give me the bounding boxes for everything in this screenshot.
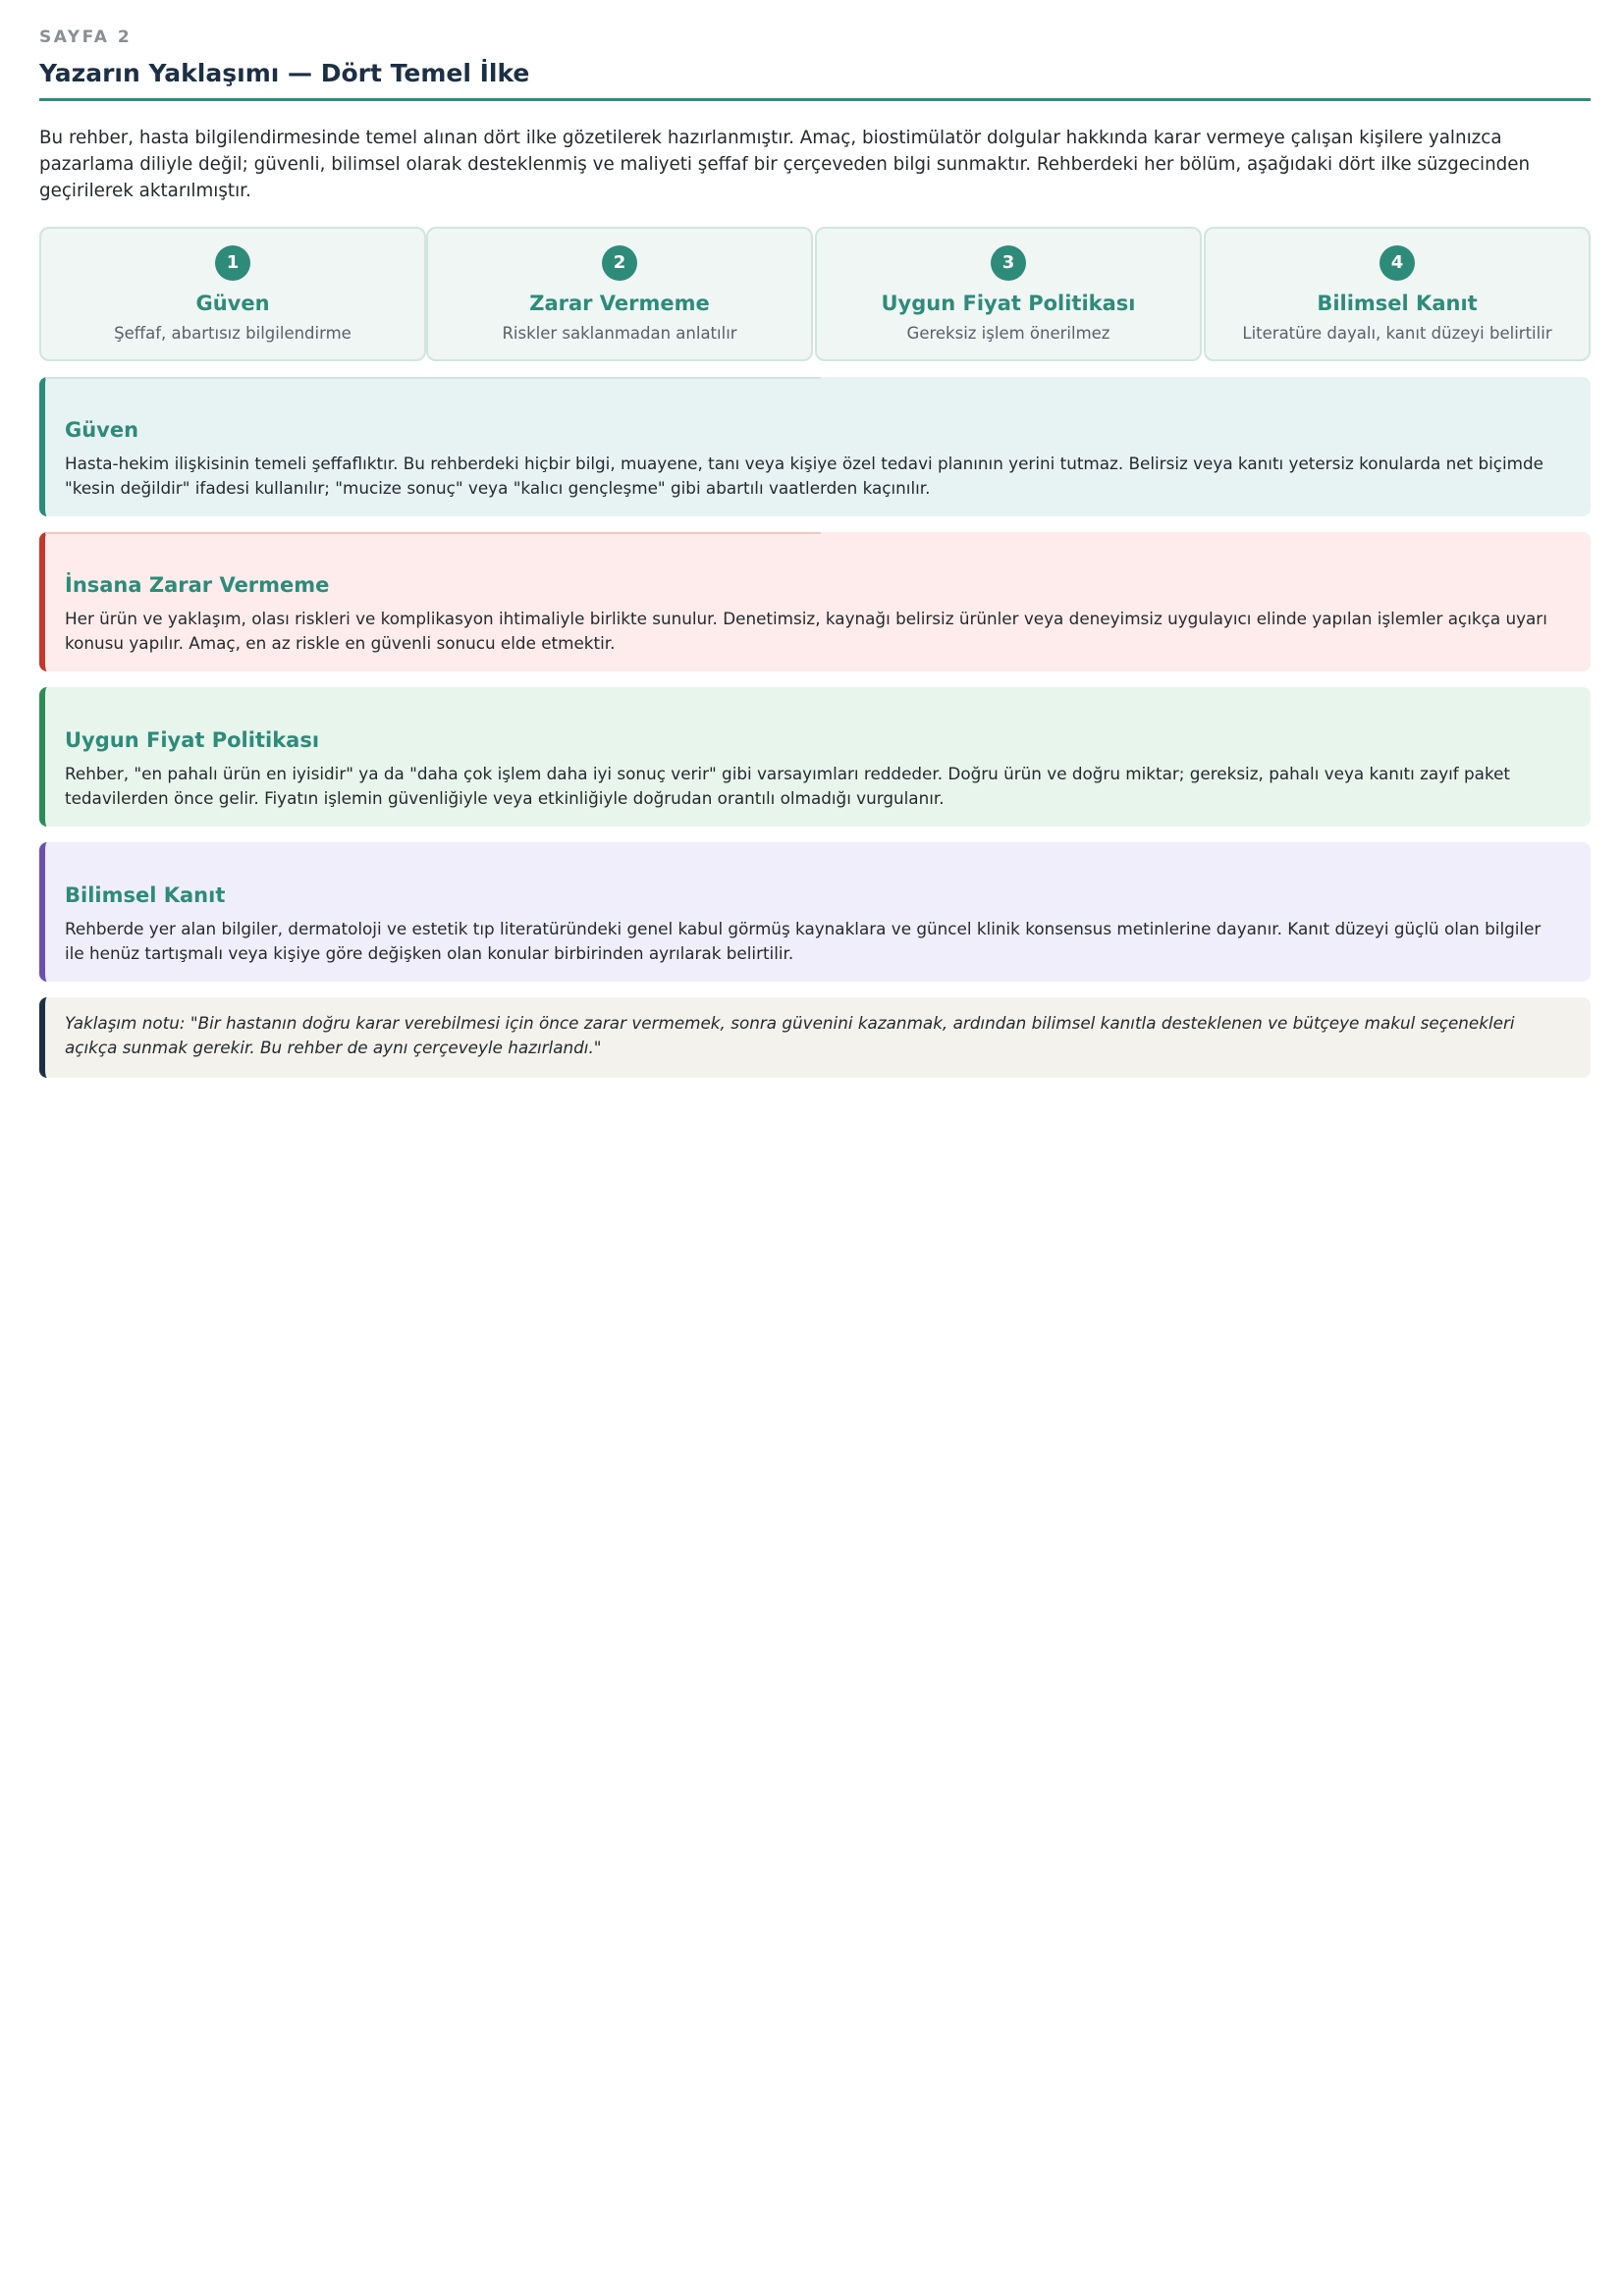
section-pricing [39, 687, 1591, 827]
principle-title: Bilimsel Kanıt [1317, 292, 1478, 315]
principle-description: Riskler saklanmadan anlatılır [502, 324, 737, 343]
section-title: Güven [65, 418, 139, 442]
section-body: Rehberde yer alan bilgiler, dermatoloji ve estetik tıp literatüründeki genel kabul görmüş kaynaklara ve güncel klinik konsensus metinlerine dayanır. Kanıt düzeyi güçlü olan bilgiler ile henüz tartışmalı veya kişiye göre değişken olan konular birbirinden ayrılarak belirtilir. [65, 919, 1542, 963]
section-title: Bilimsel Kanıt [65, 883, 226, 907]
principle-card-pricing [815, 227, 1202, 361]
principle-description: Şeffaf, abartısız bilgilendirme [114, 324, 352, 343]
principle-number-badge: 2 [602, 245, 637, 281]
intro-paragraph: Bu rehber, hasta bilgilendirmesinde temel alınan dört ilke gözetilerek hazırlanmıştır. Amaç, biostimülatör dolgular hakkında karar vermeye çalışan kişilere yalnızca pazarlama diliyle değil; güvenli, bilimsel olarak desteklenmiş ve maliyeti şeffaf bir çerçeveden bilgi sunmaktır. Rehberdeki her bölüm, aşağıdaki dört ilke süzgecinden geçirilerek aktarılmıştır. [39, 128, 1531, 201]
page-label: SAYFA 2 [39, 27, 133, 47]
principles-row [39, 227, 1591, 361]
section-body: Rehber, "en pahalı ürün en iyisidir" ya da "daha çok işlem daha iyi sonuç verir" gibi varsayımları reddeder. Doğru ürün ve doğru miktar; gereksiz, pahalı veya kanıtı zayıf paket tedavilerden önce gelir. Fiyatın işlemin güvenliğiyle veya etkinliğiyle doğrudan orantılı olmadığı vurgulanır. [65, 764, 1510, 808]
page-title: Yazarın Yaklaşımı — Dört Temel İlke [39, 59, 530, 87]
principle-title: Güven [195, 292, 270, 315]
approach-note-text: Yaklaşım notu: "Bir hastanın doğru karar verebilmesi için önce zarar vermemek, sonra güvenini kazanmak, ardından bilimsel kanıtla desteklenen ve bütçeye makul seçenekleri açıkça sunmak gerekir. Bu rehber de aynı çerçeveyle hazırlandı." [65, 1013, 1515, 1057]
section-title: İnsana Zarar Vermeme [65, 573, 330, 597]
principle-title: Zarar Vermeme [529, 292, 710, 315]
principle-card-no-harm [426, 227, 813, 361]
principle-card-evidence [1204, 227, 1591, 361]
principle-title: Uygun Fiyat Politikası [881, 292, 1136, 315]
principle-card-trust [39, 227, 426, 361]
section-evidence [39, 842, 1591, 982]
section-trust [39, 377, 1591, 516]
section-title: Uygun Fiyat Politikası [65, 728, 320, 752]
principle-number-badge: 3 [991, 245, 1026, 281]
section-top-accent [45, 377, 821, 379]
principle-number-badge: 1 [215, 245, 250, 281]
approach-note [39, 997, 1591, 1078]
section-body: Hasta-hekim ilişkisinin temeli şeffaflıktır. Bu rehberdeki hiçbir bilgi, muayene, tanı veya kişiye özel tedavi planının yerini tutmaz. Belirsiz veya kanıtı yetersiz konularda net biçimde "kesin değildir" ifadesi kullanılır; "mucize sonuç" veya "kalıcı gençleşme" gibi abartılı vaatlerden kaçınılır. [65, 454, 1544, 498]
principle-description: Literatüre dayalı, kanıt düzeyi belirtilir [1242, 324, 1552, 343]
principle-number-badge: 4 [1380, 245, 1415, 281]
principle-description: Gereksiz işlem önerilmez [906, 324, 1110, 343]
section-body: Her ürün ve yaklaşım, olası riskleri ve komplikasyon ihtimaliyle birlikte sunulur. Denetimsiz, kaynağı belirsiz ürünler veya deneyimsiz uygulayıcı elinde yapılan işlemler açıkça uyarı konusu yapılır. Amaç, en az riskle en güvenli sonucu elde etmektir. [65, 609, 1547, 653]
section-no-harm [39, 532, 1591, 671]
section-top-accent [45, 532, 821, 534]
title-divider [39, 98, 1591, 101]
